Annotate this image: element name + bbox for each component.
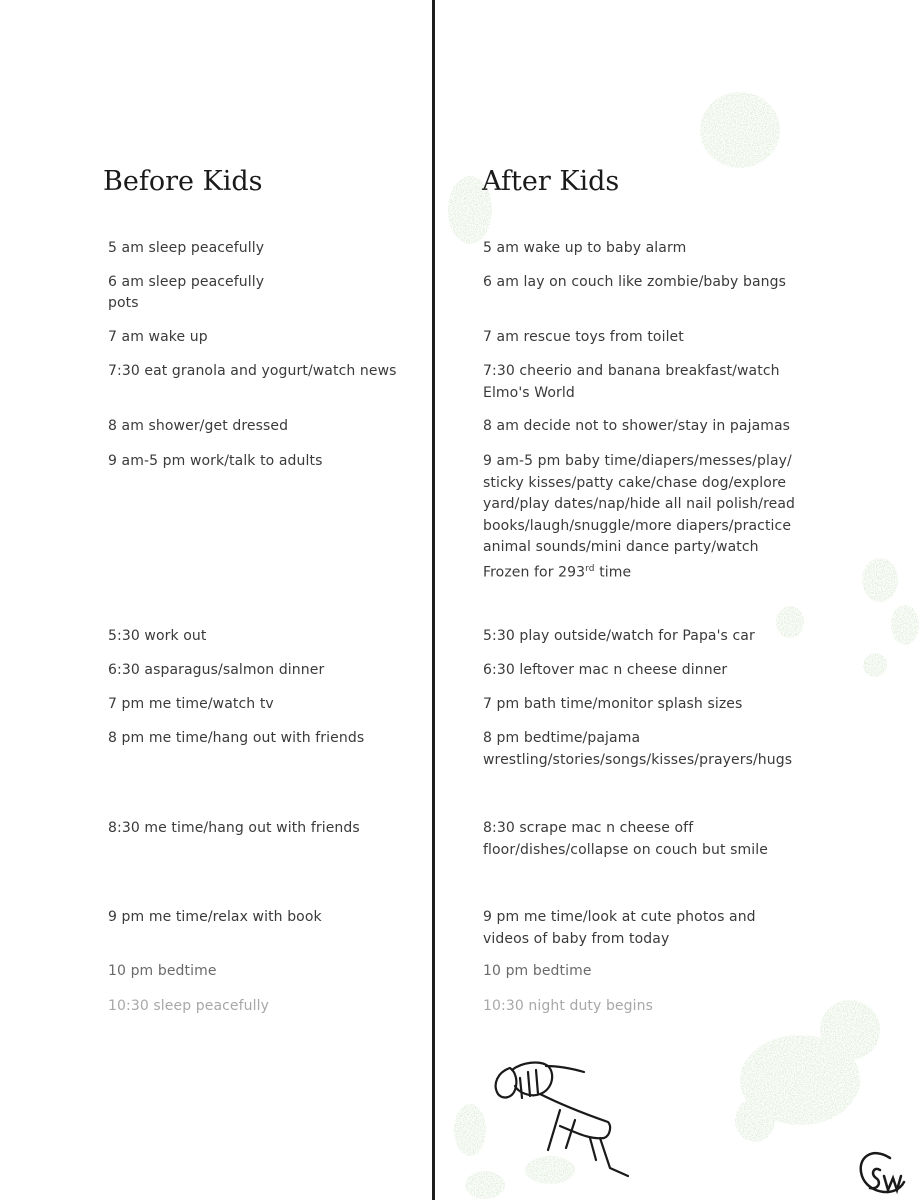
before-entry-1030: 10:30 sleep peacefully	[108, 998, 269, 1014]
after-entry-6am: 6 am lay on couch like zombie/baby bangs	[483, 274, 786, 290]
signature-mark	[861, 1153, 904, 1192]
before-entry-8pm: 8 pm me time/hang out with friends	[108, 730, 365, 746]
after-entry-7am: 7 am rescue toys from toilet	[483, 329, 684, 345]
after-entry-8am: 8 am decide not to shower/stay in pajamas	[483, 418, 791, 434]
column-divider	[432, 0, 435, 1200]
ordinal-suffix: rd	[585, 563, 595, 574]
after-entry-9am-text: 9 am-5 pm baby time/diapers/messes/play/ sticky kisses/patty cake/chase dog/explore yard/play dates/nap/hide all nail polish/read books/laugh/snuggle/more diapers/practice animal sounds/mini dance party/watch Frozen for 293	[483, 453, 796, 581]
before-entry-8am: 8 am shower/get dressed	[108, 418, 289, 434]
after-entry-630: 6:30 leftover mac n cheese dinner	[483, 662, 728, 678]
before-entry-7pm: 7 pm me time/watch tv	[108, 696, 274, 712]
before-entry-830: 8:30 me time/hang out with friends	[108, 820, 360, 836]
after-entry-9am	[483, 451, 801, 584]
after-entry-10pm: 10 pm bedtime	[483, 963, 592, 979]
before-entry-5am: 5 am sleep peacefully	[108, 240, 265, 256]
before-entry-6am-overflow: pots	[108, 295, 139, 311]
before-entry-9am: 9 am-5 pm work/talk to adults	[108, 453, 323, 469]
before-entry-730: 7:30 eat granola and yogurt/watch news	[108, 363, 397, 379]
before-entry-7am: 7 am wake up	[108, 329, 208, 345]
after-kids-title: After Kids	[482, 166, 620, 197]
after-entry-5am: 5 am wake up to baby alarm	[483, 240, 687, 256]
before-entry-10pm: 10 pm bedtime	[108, 963, 217, 979]
after-entry-730: 7:30 cheerio and banana breakfast/watch Elmo's World	[483, 363, 780, 401]
before-entry-6am: 6 am sleep peacefully	[108, 274, 265, 290]
after-entry-830: 8:30 scrape mac n cheese off floor/dishes/collapse on couch but smile	[483, 820, 768, 858]
after-entry-1030: 10:30 night duty begins	[483, 998, 653, 1014]
after-entry-8pm: 8 pm bedtime/pajama wrestling/stories/songs/kisses/prayers/hugs	[483, 730, 793, 768]
after-entry-9am-end: time	[599, 564, 632, 581]
before-entry-530: 5:30 work out	[108, 628, 207, 644]
after-entry-9pm: 9 pm me time/look at cute photos and videos of baby from today	[483, 909, 756, 947]
before-entry-9pm: 9 pm me time/relax with book	[108, 909, 322, 925]
before-kids-title: Before Kids	[103, 166, 263, 197]
before-entry-630: 6:30 asparagus/salmon dinner	[108, 662, 325, 678]
after-entry-530: 5:30 play outside/watch for Papa's car	[483, 628, 755, 644]
after-entry-7pm: 7 pm bath time/monitor splash sizes	[483, 696, 743, 712]
